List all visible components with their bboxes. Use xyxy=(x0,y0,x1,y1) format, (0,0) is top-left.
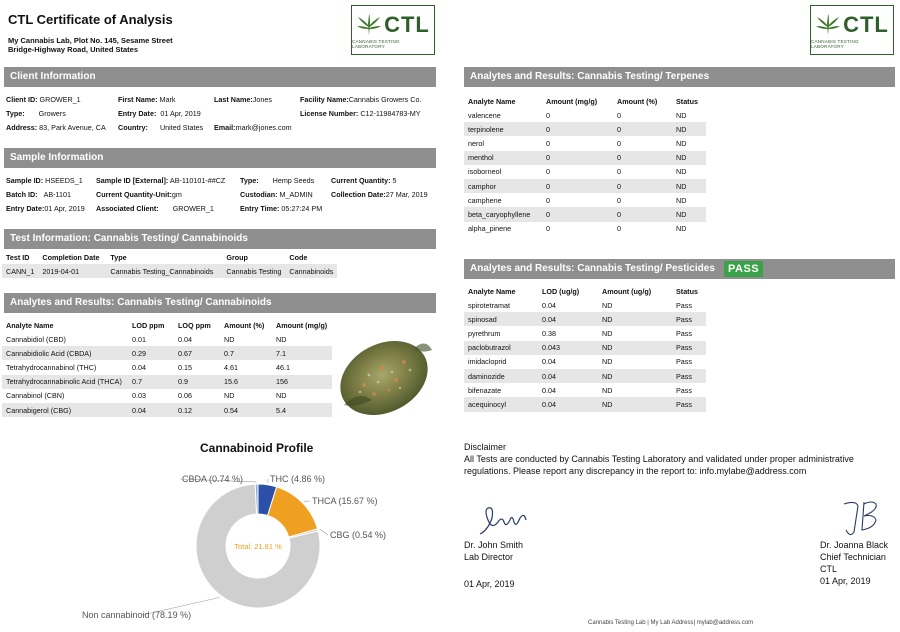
table-cell: ND xyxy=(602,300,613,310)
col-status: Status xyxy=(672,94,706,108)
table-row xyxy=(2,360,332,374)
table-cell: daminozide xyxy=(464,369,538,383)
table-cell: 0 xyxy=(617,224,621,234)
facility-name: Facility Name:Cannabis Growers Co. xyxy=(300,95,422,104)
table-cell: 0.38 xyxy=(542,328,556,338)
col-loq: LOQ ppm xyxy=(174,318,220,332)
test-info-table xyxy=(2,250,337,278)
table-cell: Cannabidiolic Acid (CBDA) xyxy=(2,346,128,360)
table-cell: 156 xyxy=(272,375,332,389)
table-cell: spirotetramat xyxy=(468,300,510,310)
right-signatory xyxy=(820,539,888,587)
pesticides-header xyxy=(464,259,895,279)
table-row xyxy=(2,375,332,389)
table-cell: 0.15 xyxy=(178,362,192,372)
table-cell: 0.67 xyxy=(174,346,220,360)
table-cell: ND xyxy=(676,110,687,120)
table-cell: 0 xyxy=(546,110,550,120)
left-date: 01 Apr, 2019 xyxy=(464,579,515,589)
table-cell: 46.1 xyxy=(276,362,290,372)
table-row xyxy=(2,403,332,417)
table-cell: 0 xyxy=(613,179,672,193)
table-cell: 0 xyxy=(542,151,613,165)
table-cell: 0.04 xyxy=(538,312,598,326)
table-cell: ND xyxy=(598,369,672,383)
table-cell: ND xyxy=(598,397,672,411)
table-cell: 0 xyxy=(613,122,672,136)
table-cell: terpinolene xyxy=(464,122,542,136)
table-cell: Tetrahydrocannabinol (THC) xyxy=(6,362,97,372)
table-cell: Pass xyxy=(672,369,706,383)
custodian: Custodian: M_ADMIN xyxy=(240,190,313,199)
associated-client: Associated Client: GROWER_1 xyxy=(96,204,214,213)
table-cell: ND xyxy=(598,341,672,355)
left-signatory xyxy=(464,539,523,563)
col-analyte: Analyte Name xyxy=(464,284,538,298)
table-row: CANN_1 2019-04-01 Cannabis Testing_Cannabinoids Cannabis Testing Cannabinoids xyxy=(2,264,337,278)
table-cell: 0.54 xyxy=(220,403,272,417)
batch-id: Batch ID: AB-1101 xyxy=(6,190,71,199)
table-row xyxy=(464,136,706,150)
col-lod: LOD ppm xyxy=(128,318,174,332)
table-cell: 0.06 xyxy=(178,391,192,401)
table-cell: Pass xyxy=(672,312,706,326)
pesticides-title: Analytes and Results: Cannabis Testing/ Pesticides xyxy=(470,263,715,274)
disclaimer xyxy=(464,441,894,477)
table-cell: 0.04 xyxy=(178,334,192,344)
left-role: Lab Director xyxy=(464,552,514,562)
table-cell: Pass xyxy=(676,385,692,395)
table-cell: 0.03 xyxy=(132,391,146,401)
table-cell: Pass xyxy=(672,397,706,411)
col-status: Status xyxy=(672,284,706,298)
leader-line xyxy=(320,529,328,535)
table-cell: 0 xyxy=(617,167,621,177)
table-cell: ND xyxy=(224,391,235,401)
table-cell: ND xyxy=(276,391,287,401)
table-cell: 0.04 xyxy=(542,300,556,310)
col-analyte: Analyte Name xyxy=(464,94,542,108)
table-cell: 0.04 xyxy=(128,403,174,417)
table-row xyxy=(464,355,706,369)
table-cell: ND xyxy=(602,328,613,338)
table-cell: Cannabinol (CBN) xyxy=(6,391,65,401)
table-cell: ND xyxy=(676,138,687,148)
col-test-id: Test ID xyxy=(2,250,38,264)
client-address: Address: 83, Park Avenue, CA xyxy=(6,123,106,132)
sample-info-header: Sample Information xyxy=(4,148,436,168)
logo-text: CTL xyxy=(384,11,430,37)
disclaimer-line-1: All Tests are conducted by Cannabis Testing Laboratory and validated under proper administrative xyxy=(464,454,854,464)
pie-slice xyxy=(268,487,318,537)
table-cell: alpha_pinene xyxy=(468,224,512,234)
client-type: Type: Growers xyxy=(6,109,66,118)
slice-label: CBDA (0.74 %) xyxy=(182,474,244,484)
col-amount: Amount (ug/g) xyxy=(598,284,672,298)
slice-label: CBG (0.54 %) xyxy=(330,530,387,540)
table-cell: Cannabidiol (CBD) xyxy=(6,334,66,344)
table-cell: 0.043 xyxy=(538,341,598,355)
table-row xyxy=(464,179,706,193)
footer-text: Cannabis Testing Lab | My Lab Address| mylab@address.com xyxy=(588,620,754,626)
table-cell: 0 xyxy=(617,195,621,205)
col-type: Type xyxy=(106,250,222,264)
table-row xyxy=(464,108,706,122)
document-title: CTL Certificate of Analysis xyxy=(8,12,173,27)
table-cell: bifenazate xyxy=(468,385,502,395)
collection-date: Collection Date:27 Mar, 2019 xyxy=(331,190,428,199)
table-cell: 0.7 xyxy=(220,346,272,360)
license-number: License Number: C12-11984783-MY xyxy=(300,109,421,118)
cannabis-leaf-icon xyxy=(815,13,841,37)
logo-subtitle: CANNABIS TESTING LABORATORY xyxy=(352,38,400,49)
donut-center-label: Total: 21.81 % xyxy=(234,542,282,551)
client-entry-date: Entry Date: 01 Apr, 2019 xyxy=(118,109,201,118)
right-role: Chief Technician xyxy=(820,552,886,562)
cannabinoids-header: Analytes and Results: Cannabis Testing/ Cannabinoids xyxy=(4,293,436,313)
test-info-header: Test Information: Cannabis Testing/ Cannabinoids xyxy=(4,229,436,249)
disclaimer-title: Disclaimer xyxy=(464,442,507,452)
table-cell: 0.01 xyxy=(132,334,146,344)
table-cell: 0.04 xyxy=(538,369,598,383)
table-cell: ND xyxy=(672,207,706,221)
table-cell: beta_caryophyllene xyxy=(464,207,542,221)
table-cell: Pass xyxy=(672,341,706,355)
client-country: Country: United States xyxy=(118,123,204,132)
table-cell: imidacloprid xyxy=(468,357,507,367)
col-amount-pct: Amount (%) xyxy=(613,94,672,108)
terpenes-header: Analytes and Results: Cannabis Testing/ Terpenes xyxy=(464,67,895,87)
table-cell: 0 xyxy=(617,138,621,148)
table-cell: 0.12 xyxy=(174,403,220,417)
quantity-unit: Current Quantity-Unit:gm xyxy=(96,190,182,199)
table-cell: 15.6 xyxy=(220,375,272,389)
table-cell: ND xyxy=(676,224,687,234)
table-cell: Tetrahydrocannabinolic Acid (THCA) xyxy=(2,375,128,389)
table-cell: ND xyxy=(676,167,687,177)
table-cell: paclobutrazol xyxy=(464,341,538,355)
table-cell: 5.4 xyxy=(272,403,332,417)
table-cell: 7.1 xyxy=(272,346,332,360)
col-code: Code xyxy=(285,250,337,264)
table-cell: 0.04 xyxy=(538,397,598,411)
table-cell: 0 xyxy=(542,179,613,193)
terpenes-table xyxy=(464,94,706,236)
table-cell: 4.61 xyxy=(224,362,238,372)
table-cell: ND xyxy=(672,151,706,165)
logo-text: CTL xyxy=(843,11,889,37)
address-line-2: Bridge-Highway Road, United States xyxy=(8,45,139,54)
client-id: Client ID: GROWER_1 xyxy=(6,95,81,104)
slice-label: THCA (15.67 %) xyxy=(312,496,378,506)
left-name: Dr. John Smith xyxy=(464,540,524,550)
col-amount-pct: Amount (%) xyxy=(220,318,272,332)
table-row xyxy=(464,122,706,136)
table-cell: camphor xyxy=(464,179,542,193)
table-cell: 0.29 xyxy=(128,346,174,360)
table-cell: 0 xyxy=(542,207,613,221)
table-row xyxy=(2,332,332,346)
table-row xyxy=(464,165,706,179)
sample-type: Type: Hemp Seeds xyxy=(240,176,315,185)
ctl-logo-left xyxy=(351,5,435,55)
table-cell: menthol xyxy=(464,151,542,165)
table-cell: Pass xyxy=(676,328,692,338)
table-row xyxy=(464,341,706,355)
sample-id-external: Sample ID [External]: AB-110101-##CZ xyxy=(96,176,226,185)
table-cell: 0 xyxy=(613,151,672,165)
table-cell: ND xyxy=(598,312,672,326)
right-date: 01 Apr, 2019 xyxy=(820,576,871,586)
table-cell: pyrethrum xyxy=(468,328,501,338)
sample-entry-date: Entry Date:01 Apr, 2019 xyxy=(6,204,85,213)
table-cell: nerol xyxy=(468,138,484,148)
last-name: Last Name:Jones xyxy=(214,95,272,104)
table-cell: Pass xyxy=(676,357,692,367)
col-amount-mg: Amount (mg/g) xyxy=(272,318,332,332)
signature-john-smith xyxy=(474,500,534,540)
slice-label: Non cannabinoid (78.19 %) xyxy=(82,610,192,620)
right-org: CTL xyxy=(820,564,838,574)
table-cell: 0 xyxy=(617,110,621,120)
table-cell: ND xyxy=(676,195,687,205)
table-cell: 0 xyxy=(542,122,613,136)
table-row xyxy=(464,207,706,221)
table-row xyxy=(464,369,706,383)
table-cell: ND xyxy=(602,357,613,367)
table-row xyxy=(464,222,706,236)
table-cell: ND xyxy=(276,334,287,344)
disclaimer-line-2: regulations. Please report any discrepancy in the report to: info.mylabe@address.com xyxy=(464,466,807,476)
pesticides-table xyxy=(464,284,706,412)
col-lod: LOD (ug/g) xyxy=(538,284,598,298)
table-row xyxy=(464,397,706,411)
table-row xyxy=(2,389,332,403)
entry-time: Entry Time: 05:27:24 PM xyxy=(240,204,323,213)
cannabinoids-table xyxy=(2,318,332,417)
table-cell: valencene xyxy=(468,110,501,120)
table-cell: 0 xyxy=(546,224,550,234)
table-cell: 0.04 xyxy=(542,357,556,367)
table-cell: isoborneol xyxy=(468,167,502,177)
cannabis-bud-image xyxy=(334,330,436,420)
col-amount-mg: Amount (mg/g) xyxy=(542,94,613,108)
table-cell: 0.9 xyxy=(174,375,220,389)
table-cell: 0.7 xyxy=(128,375,174,389)
table-cell: ND xyxy=(602,385,613,395)
table-cell: camphene xyxy=(468,195,502,205)
table-cell: spinosad xyxy=(464,312,538,326)
cannabinoid-profile-chart xyxy=(60,462,420,627)
sample-id: Sample ID: HSEEDS_1 xyxy=(6,176,83,185)
table-cell: ND xyxy=(672,122,706,136)
table-row xyxy=(464,312,706,326)
table-cell: acequinocyl xyxy=(464,397,538,411)
client-info-header: Client Information xyxy=(4,67,436,87)
col-analyte: Analyte Name xyxy=(2,318,128,332)
table-cell: 0.04 xyxy=(542,385,556,395)
slice-label: THC (4.86 %) xyxy=(270,474,326,484)
client-email: Email:mark@jones.com xyxy=(214,123,292,132)
pass-badge: PASS xyxy=(724,261,763,277)
col-completion-date: Completion Date xyxy=(38,250,106,264)
logo-subtitle: CANNABIS TESTING LABORATORY xyxy=(811,38,859,49)
address-line-1: My Cannabis Lab, Plot No. 145, Sesame Street xyxy=(8,36,173,45)
table-cell: 0 xyxy=(546,138,550,148)
chart-title: Cannabinoid Profile xyxy=(200,441,314,455)
table-cell: 0.04 xyxy=(132,362,146,372)
table-cell: 0 xyxy=(613,207,672,221)
ctl-logo-right xyxy=(810,5,894,55)
table-row xyxy=(464,298,706,312)
col-group: Group xyxy=(222,250,285,264)
signature-joanna-black xyxy=(834,496,890,540)
first-name: First Name: Mark xyxy=(118,95,176,104)
current-quantity: Current Quantity: 5 xyxy=(331,176,397,185)
table-cell: ND xyxy=(672,179,706,193)
lab-address xyxy=(8,36,173,54)
table-row xyxy=(464,326,706,340)
table-cell: Pass xyxy=(676,300,692,310)
table-row xyxy=(2,346,332,360)
right-name: Dr. Joanna Black xyxy=(820,540,889,550)
table-row xyxy=(464,383,706,397)
table-row xyxy=(464,193,706,207)
table-cell: 0 xyxy=(546,195,550,205)
table-row xyxy=(464,151,706,165)
table-cell: Cannabigerol (CBG) xyxy=(2,403,128,417)
table-cell: ND xyxy=(224,334,235,344)
table-cell: 0 xyxy=(546,167,550,177)
cannabis-leaf-icon xyxy=(356,13,382,37)
